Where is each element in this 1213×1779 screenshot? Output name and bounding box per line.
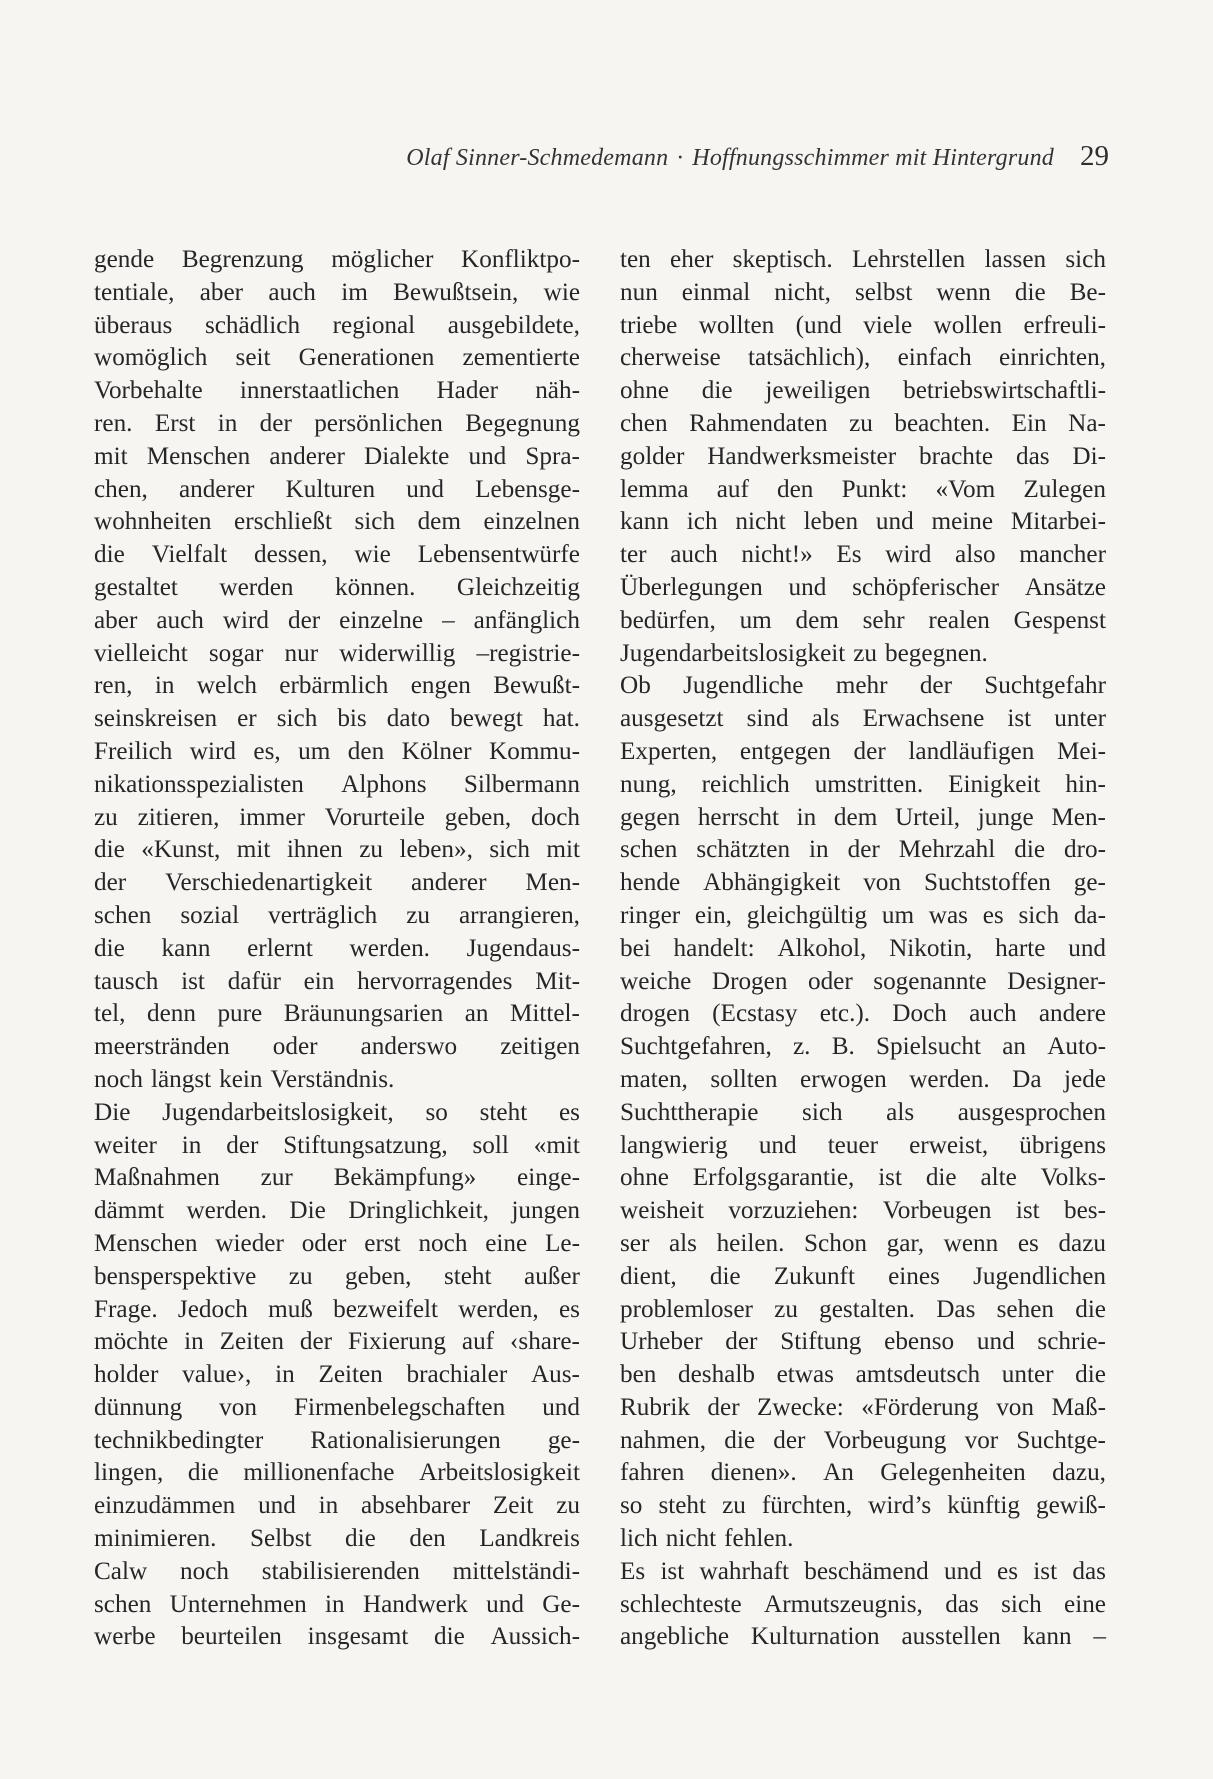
- text-line: weiter in der Stiftungsatzung, soll «mit: [94, 1131, 580, 1159]
- text-line: bensperspektive zu geben, steht außer: [94, 1262, 580, 1290]
- text-line: Urheber der Stiftung ebenso und schrie-: [620, 1328, 1106, 1356]
- text-line: ausgesetzt sind als Erwachsene ist unter: [620, 705, 1106, 733]
- running-head: [406, 140, 1109, 173]
- text-line: seinskreisen er sich bis dato bewegt hat.: [94, 705, 580, 733]
- text-line: cherweise tatsächlich), einfach einrichten,: [620, 344, 1106, 372]
- text-line: technikbedingter Rationalisierungen ge-: [94, 1426, 580, 1454]
- text-line: Vorbehalte innerstaatlichen Hader näh-: [94, 377, 580, 405]
- text-line: ten eher skeptisch. Lehrstellen lassen sich: [620, 246, 1106, 273]
- text-line: nikationsspezialisten Alphons Silbermann: [94, 770, 580, 798]
- text-line: schen schätzten in der Mehrzahl die dro-: [620, 836, 1106, 864]
- text-line: Maßnahmen zur Bekämpfung» einge-: [94, 1164, 580, 1192]
- running-head-article-title: Hoffnungsschimmer mit Hintergrund: [692, 145, 1054, 171]
- text-line: werbe beurteilen insgesamt die Aussich-: [94, 1623, 580, 1651]
- text-line: weisheit vorzuziehen: Vorbeugen ist bes-: [620, 1197, 1106, 1225]
- text-line: Suchtgefahren, z. B. Spielsucht an Auto-: [620, 1033, 1106, 1061]
- text-line: gestaltet werden können. Gleichzeitig: [94, 573, 580, 601]
- text-line: minimieren. Selbst die den Landkreis: [94, 1525, 580, 1553]
- text-line: golder Handwerksmeister brachte das Di-: [620, 442, 1106, 470]
- text-line: lingen, die millionenfache Arbeitslosigkeit: [94, 1459, 580, 1487]
- text-line: gegen herrscht in dem Urteil, junge Men-: [620, 803, 1106, 831]
- text-line: tentiale, aber auch im Bewußtsein, wie: [94, 278, 580, 306]
- text-line: hende Abhängigkeit von Suchtstoffen ge-: [620, 869, 1106, 897]
- text-line: bedürfen, um dem sehr realen Gespenst: [620, 606, 1106, 634]
- text-line: kann ich nicht leben und meine Mitarbei-: [620, 508, 1106, 536]
- text-line: die «Kunst, mit ihnen zu leben», sich mit: [94, 836, 580, 864]
- text-line: ohne Erfolgsgarantie, ist die alte Volks-: [620, 1164, 1106, 1192]
- text-line: weiche Drogen oder sogenannte Designer-: [620, 967, 1106, 995]
- text-line: so steht zu fürchten, wird’s künftig gewiß-: [620, 1492, 1106, 1520]
- text-line: drogen (Ecstasy etc.). Doch auch andere: [620, 1000, 1106, 1028]
- text-column-right: [620, 244, 1106, 1654]
- text-line: chen, anderer Kulturen und Lebensge-: [94, 475, 580, 503]
- text-line: zu zitieren, immer Vorurteile geben, doch: [94, 803, 580, 831]
- text-line: schen Unternehmen in Handwerk und Ge-: [94, 1590, 580, 1618]
- text-line: dient, die Zukunft eines Jugendlichen: [620, 1262, 1106, 1290]
- text-line: tel, denn pure Bräunungsarien an Mittel-: [94, 1000, 580, 1028]
- text-line: Experten, entgegen der landläufigen Mei-: [620, 737, 1106, 765]
- text-line: möchte in Zeiten der Fixierung auf ‹share-: [94, 1328, 580, 1356]
- text-line: nahmen, die der Vorbeugung vor Suchtge-: [620, 1426, 1106, 1454]
- text-line: Rubrik der Zwecke: «Förderung von Maß-: [620, 1393, 1106, 1421]
- text-line: Überlegungen und schöpferischer Ansätze: [620, 573, 1106, 601]
- text-line: nun einmal nicht, selbst wenn die Be-: [620, 278, 1106, 306]
- text-line: wohnheiten erschließt sich dem einzelnen: [94, 508, 580, 536]
- text-line: langwierig und teuer erweist, übrigens: [620, 1131, 1106, 1159]
- text-line: vielleicht sogar nur widerwillig –registrie-: [94, 639, 580, 667]
- text-line: dünnung von Firmenbelegschaften und: [94, 1393, 580, 1421]
- text-line: Die Jugendarbeitslosigkeit, so steht es: [94, 1098, 580, 1126]
- text-line: gende Begrenzung möglicher Konfliktpo-: [94, 246, 580, 273]
- text-column-left: [94, 244, 580, 1654]
- text-line: ringer ein, gleichgültig um was es sich da-: [620, 901, 1106, 929]
- text-line: tausch ist dafür ein hervorragendes Mit-: [94, 967, 580, 995]
- text-line: dämmt werden. Die Dringlichkeit, jungen: [94, 1197, 580, 1225]
- text-line: ohne die jeweiligen betriebswirtschaftli-: [620, 377, 1106, 405]
- text-line: Ob Jugendliche mehr der Suchtgefahr: [620, 672, 1106, 700]
- text-line: meerstränden oder anderswo zeitigen: [94, 1033, 580, 1061]
- text-line: einzudämmen und in absehbarer Zeit zu: [94, 1492, 580, 1520]
- text-line: lemma auf den Punkt: «Vom Zulegen: [620, 475, 1106, 503]
- text-line: Frage. Jedoch muß bezweifelt werden, es: [94, 1295, 580, 1323]
- text-line: mit Menschen anderer Dialekte und Spra-: [94, 442, 580, 470]
- running-head-separator: ·: [676, 145, 685, 171]
- text-line: ren. Erst in der persönlichen Begegnung: [94, 409, 580, 437]
- text-line: ren, in welch erbärmlich engen Bewußt-: [94, 672, 580, 700]
- text-line: überaus schädlich regional ausgebildete,: [94, 311, 580, 339]
- text-line: angebliche Kulturnation ausstellen kann –: [620, 1623, 1106, 1651]
- page-number: 29: [1080, 140, 1109, 172]
- text-line: ser als heilen. Schon gar, wenn es dazu: [620, 1229, 1106, 1257]
- text-line: der Verschiedenartigkeit anderer Men-: [94, 869, 580, 897]
- text-line: womöglich seit Generationen zementierte: [94, 344, 580, 372]
- text-line: chen Rahmendaten zu beachten. Ein Na-: [620, 409, 1106, 437]
- text-line: maten, sollten erwogen werden. Da jede: [620, 1065, 1106, 1093]
- text-line: aber auch wird der einzelne – anfänglich: [94, 606, 580, 634]
- text-line: Calw noch stabilisierenden mittelständi-: [94, 1557, 580, 1585]
- text-line: die kann erlernt werden. Jugendaus-: [94, 934, 580, 962]
- text-line: schen sozial verträglich zu arrangieren,: [94, 901, 580, 929]
- text-line: noch längst kein Verständnis.: [94, 1065, 395, 1093]
- text-line: Menschen wieder oder erst noch eine Le-: [94, 1229, 580, 1257]
- text-line: Suchttherapie sich als ausgesprochen: [620, 1098, 1106, 1126]
- text-line: ter auch nicht!» Es wird also mancher: [620, 541, 1106, 569]
- text-line: bei handelt: Alkohol, Nikotin, harte und: [620, 934, 1106, 962]
- text-line: lich nicht fehlen.: [620, 1525, 794, 1553]
- text-line: problemloser zu gestalten. Das sehen die: [620, 1295, 1106, 1323]
- text-line: ben deshalb etwas amtsdeutsch unter die: [620, 1361, 1106, 1389]
- text-line: Freilich wird es, um den Kölner Kommu-: [94, 737, 580, 765]
- text-line: schlechteste Armutszeugnis, das sich eine: [620, 1590, 1106, 1618]
- running-head-author: Olaf Sinner-Schmedemann: [406, 145, 669, 171]
- text-line: nung, reichlich umstritten. Einigkeit hin-: [620, 770, 1106, 798]
- text-line: Jugendarbeitslosigkeit zu begegnen.: [620, 639, 988, 667]
- text-line: holder value›, in Zeiten brachialer Aus-: [94, 1361, 580, 1389]
- text-line: Es ist wahrhaft beschämend und es ist das: [620, 1557, 1106, 1585]
- text-line: fahren dienen». An Gelegenheiten dazu,: [620, 1459, 1106, 1487]
- text-line: triebe wollten (und viele wollen erfreuli-: [620, 311, 1106, 339]
- text-line: die Vielfalt dessen, wie Lebensentwürfe: [94, 541, 580, 569]
